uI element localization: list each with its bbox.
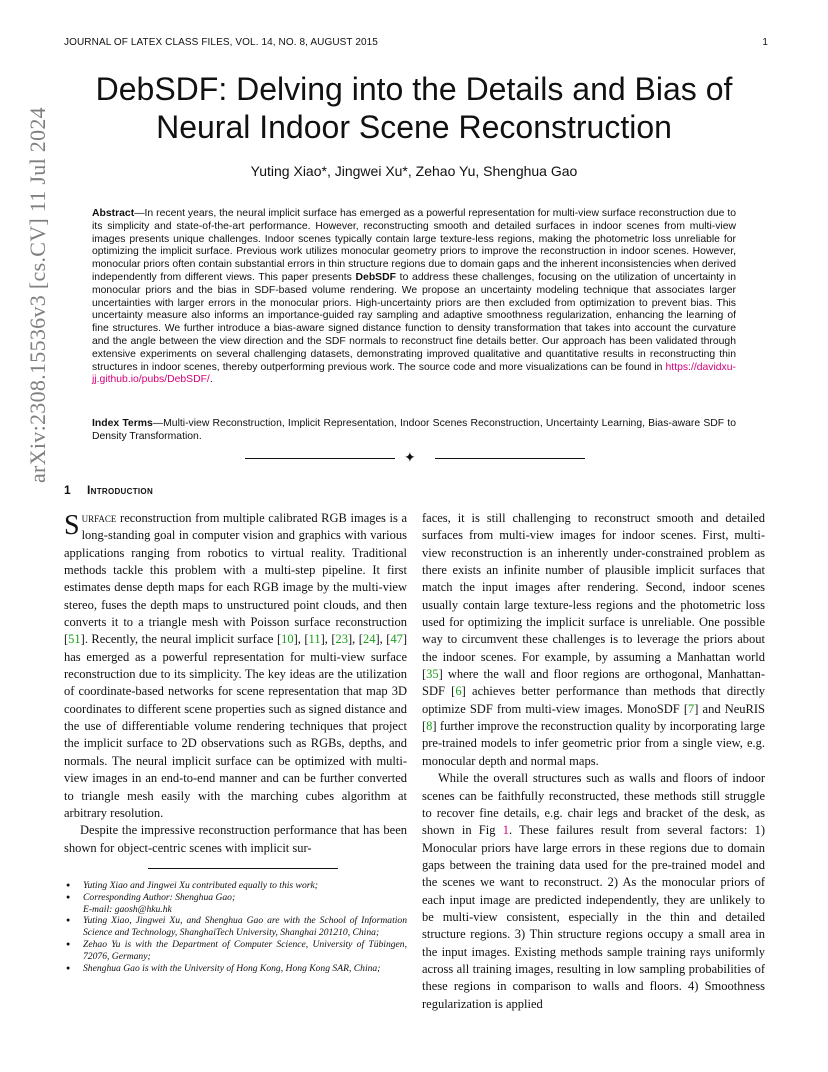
- right-column: [422, 510, 765, 1013]
- divider-line-left: [245, 458, 395, 459]
- section-heading: [64, 483, 153, 497]
- footnote-affiliation-tuebingen: ● Zehao Yu is with the Department of Computer Science, University of Tübingen, 72076, Germany;: [64, 939, 407, 963]
- text-run: ]. Recently, the neural implicit surface [: [80, 632, 282, 647]
- project-url-link[interactable]: https://davidxu-jj.github.io/pubs/DebSDF/: [92, 361, 736, 386]
- citation-link[interactable]: 7: [688, 701, 695, 716]
- intro-paragraph-1: [64, 510, 407, 822]
- citation-link[interactable]: 6: [455, 684, 462, 699]
- arxiv-identifier: arXiv:2308.15536v3 [cs.CV] 11 Jul 2024: [25, 107, 50, 484]
- text-run: ], [: [320, 632, 336, 647]
- text-run: ] further improve the reconstruction quality by incorporating large pre-trained models to infer geometric prior from a single view, e.g. monocular depth and normal maps.: [422, 719, 765, 768]
- abstract: [92, 208, 736, 387]
- citation-link[interactable]: 35: [426, 667, 439, 682]
- footnote-corresponding-author: [64, 892, 407, 916]
- citation-link[interactable]: 47: [390, 632, 403, 647]
- footnotes: [64, 880, 407, 974]
- footnote-equal-contribution: ● Yuting Xiao and Jingwei Xu contributed equally to this work;: [64, 880, 407, 892]
- citation-link[interactable]: 23: [335, 632, 349, 647]
- intro-paragraph-2: Despite the impressive reconstruction performance that has been shown for object-centric scenes with implicit sur-: [64, 823, 407, 855]
- footnote-affiliation-shanghaitech: ● Yuting Xiao, Jingwei Xu, and Shenghua Gao are with the School of Information Science and Technology, ShanghaiTech University, Shanghai 201210, China;: [64, 915, 407, 939]
- index-terms: [92, 418, 736, 444]
- section-title: Introduction: [86, 483, 154, 497]
- lead-in-word: urface: [81, 511, 117, 525]
- citation-link[interactable]: 8: [426, 719, 433, 734]
- text-run: ] where the wall and floor regions are orthogonal, Manhattan-SDF [: [422, 667, 765, 699]
- text-run: ], [: [375, 632, 391, 647]
- text-run: While the overall structures such as walls and floors of indoor scenes can be faithfully reconstructed, these methods still struggle to recover fine details, e.g. chair legs and bracket of the desk, as shown in Fig: [422, 771, 765, 838]
- index-terms-label: Index Terms: [92, 418, 153, 429]
- abstract-text-2: to address these challenges, focusing on the utilization of uncertainty in monocular priors and the bias in SDF-based volume rendering. We propose an uncertainty modeling technique that associates larger uncertainties with larger errors in the monocular priors. High-uncertainty priors are then excluded from optimization to prevent bias. This uncertainty measure also informs an importance-guided ray sampling and adaptive smoothness regularization, enhancing the learning of fine structures. We further introduce a bias-aware signed distance function to density transformation that takes into account the curvature and the angle between the view direction and the SDF normals to reconstruct fine details better. Our approach has been validated through extensive experiments on several challenging datasets, demonstrating improved qualitative and quantitative results in reconstructing thin structures in indoor scenes, thereby outperforming previous work. The source code and more visualizations can be found in: [92, 271, 736, 373]
- running-header: [64, 37, 768, 51]
- abstract-label: Abstract: [92, 208, 135, 219]
- page-number: 1: [762, 37, 768, 48]
- text-run: ], [: [293, 632, 309, 647]
- abstract-text-3: .: [209, 374, 213, 386]
- footnote-rule: [148, 868, 338, 869]
- text-run: reconstruction from multiple calibrated RGB images is a long-standing goal in computer vision and graphics with various applications ranging from robotics to virtual reality. Traditional methods tackle this problem with a multi-step pipeline. It first estimates dense depth maps for each RGB image by the multi-view stereo, fuses the depth maps to unstructured point clouds, and then converts it to a triangle mesh with Poisson surface reconstruction [: [64, 511, 407, 647]
- citation-link[interactable]: 11: [308, 632, 321, 647]
- text-run: faces, it is still challenging to reconstruct smooth and detailed surfaces from multi-view images for indoor scenes. First, multi-view reconstruction is an inherently under-constrained problem as there exists an infinite number of plausible implicit surfaces that match the input images after rendering. Second, indoor scenes usually contain large texture-less regions and the photometric loss used for optimizing the implicit surface is unreliable. One possible way to circumvent these challenges is to leverage the priors about the indoor scenes. For example, by assuming a Manhattan world [: [422, 511, 765, 682]
- author-email: E-mail: gaosh@hku.hk: [83, 903, 172, 915]
- section-divider: [245, 452, 585, 466]
- text-run: ], [: [348, 632, 363, 647]
- index-terms-text: —Multi-view Reconstruction, Implicit Representation, Indoor Scenes Reconstruction, Uncertainty Learning, Bias-aware SDF to Density Transformation.: [92, 418, 736, 442]
- citation-link[interactable]: 24: [362, 632, 376, 647]
- footnote-affiliation-hku: ● Shenghua Gao is with the University of Hong Kong, Hong Kong SAR, China;: [64, 963, 407, 975]
- text-run: ] and NeuRIS [: [422, 701, 765, 734]
- intro-paragraph-3: [422, 510, 765, 770]
- figure-link[interactable]: 1: [502, 823, 509, 838]
- text-run: ] achieves better performance than methods that directly optimize SDF from multi-view images. MonoSDF [: [422, 684, 766, 716]
- text-run: . These failures result from several factors: 1) Monocular priors have large errors in these regions due to domain gaps between the training data used for the pre-trained model and the scenes we want to reconstruct. 2) As the monocular priors of each input image are predicted independently, they are unlikely to be multi-view consistent, especially in the thin and detailed structure regions. 3) Thin structure regions occupy a small area in the input images. Existing methods sample training rays uniformly across all training images, resulting in low sampling probabilities of these regions in comparison to walls and floors. 4) Smoothness regularization is applied: [422, 823, 765, 1011]
- method-name: DebSDF: [355, 271, 396, 283]
- divider-line-right: [435, 458, 585, 459]
- paper-title: DebSDF: Delving into the Details and Bias of Neural Indoor Scene Reconstruction: [95, 71, 733, 145]
- corresponding-author-text: Corresponding Author: Shenghua Gao;: [83, 891, 236, 903]
- text-run: ] has emerged as a powerful representation for multi-view surface reconstruction due to its simplicity. The key ideas are the utilization of coordinate-based networks for scene representation that map 3D coordinates to different scene properties such as signed distance and the use of differentiable volume rendering techniques that project the implicit surface to 2D observations such as RGBs, depths, and normals. The neural implicit surface can be optimized with multi-view images in an end-to-end manner and can be further converted to triangle mesh easily with the marching cubes algorithm at arbitrary resolution.: [64, 632, 408, 820]
- citation-link[interactable]: 10: [281, 632, 294, 647]
- intro-paragraph-4: [422, 770, 765, 1013]
- divider-star-icon: ✦: [404, 451, 416, 466]
- left-column: [64, 510, 407, 857]
- drop-cap: S: [64, 510, 80, 541]
- section-number: 1: [64, 483, 71, 497]
- citation-link[interactable]: 51: [68, 632, 81, 647]
- abstract-text-1: —In recent years, the neural implicit surface has emerged as a powerful representation for multi-view surface reconstruction due to its simplicity and state-of-the-art performance. However, reconstructing smooth and detailed surfaces in indoor scenes from multi-view images presents unique challenges. Indoor scenes typically contain large texture-less regions, making the photometric loss unreliable for optimizing the implicit surface. Previous work utilizes monocular geometry priors to improve the reconstruction in indoor scenes. However, monocular priors often contain substantial errors in thin structure regions due to domain gaps and the inherent inconsistencies when derived independently from different views. This paper presents: [92, 208, 736, 283]
- author-list: Yuting Xiao*, Jingwei Xu*, Zehao Yu, Shenghua Gao: [250, 163, 578, 179]
- journal-name: JOURNAL OF LATEX CLASS FILES, VOL. 14, NO. 8, AUGUST 2015: [64, 37, 378, 48]
